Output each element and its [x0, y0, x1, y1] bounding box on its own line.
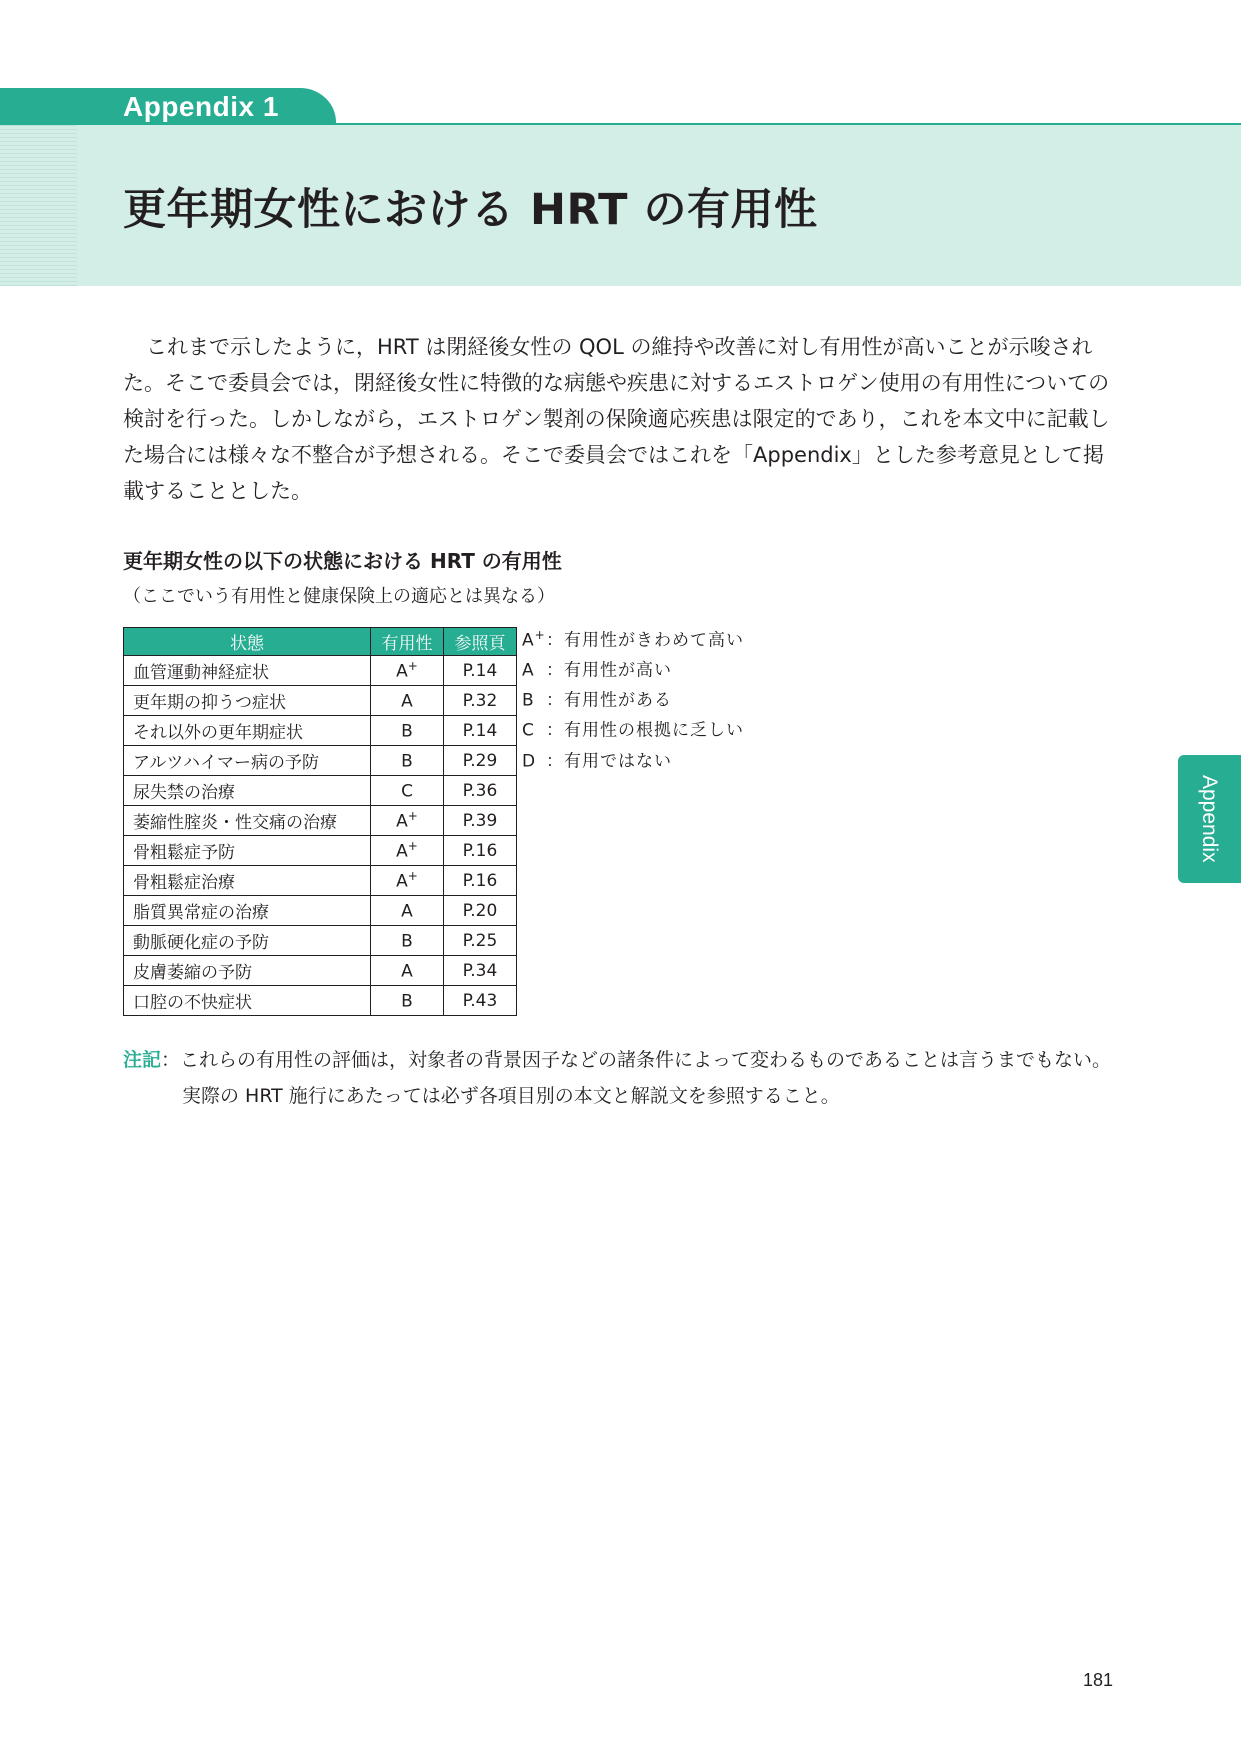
page-number: 181 [1083, 1670, 1114, 1690]
condition-cell: 動脈硬化症の予防 [124, 926, 371, 956]
table-row [124, 986, 517, 1016]
grade-plus: + [407, 839, 418, 854]
page-cell: P.36 [444, 776, 517, 806]
legend-item [522, 713, 744, 743]
grade-cell [371, 836, 444, 866]
grade-letter: A [401, 961, 413, 982]
page-cell: P.16 [444, 866, 517, 896]
grade-cell [371, 746, 444, 776]
table-row [124, 686, 517, 716]
header-usefulness: 有用性 [371, 628, 444, 656]
note-text-1: これらの有用性の評価は，対象者の背景因子などの諸条件によって変わるものであることは言うまでもない。 [180, 1049, 1112, 1071]
grade-letter: A [401, 901, 413, 922]
page-cell: P.20 [444, 896, 517, 926]
grade-cell [371, 926, 444, 956]
page-cell: P.29 [444, 746, 517, 776]
grade-letter: B [401, 931, 413, 952]
legend-grade [522, 653, 546, 683]
legend-grade-letter: A [522, 660, 535, 681]
header-condition: 状態 [124, 628, 371, 656]
page-cell: P.43 [444, 986, 517, 1016]
page-cell: P.14 [444, 656, 517, 686]
grade-letter: A [401, 691, 413, 712]
legend-text: ：有用性が高い [546, 660, 672, 681]
grade-cell [371, 716, 444, 746]
condition-cell: アルツハイマー病の予防 [124, 746, 371, 776]
table-row [124, 896, 517, 926]
condition-cell: 口腔の不快症状 [124, 986, 371, 1016]
table-row [124, 656, 517, 686]
grade-cell [371, 866, 444, 896]
legend-text: ：有用ではない [546, 751, 672, 772]
legend-text: ：有用性の根拠に乏しい [546, 721, 744, 742]
grade-plus: + [407, 869, 418, 884]
legend-item [522, 653, 744, 683]
legend-grade-letter: C [522, 721, 535, 742]
grade-letter: A [396, 871, 408, 892]
legend-grade [522, 713, 546, 743]
note-block [123, 1042, 1123, 1114]
table-row [124, 716, 517, 746]
grade-letter: A [396, 811, 408, 832]
header-reference-page: 参照頁 [444, 628, 517, 656]
table-row [124, 806, 517, 836]
grade-letter: B [401, 751, 413, 772]
note-line-1 [123, 1042, 1123, 1078]
table-header-row [124, 628, 517, 656]
legend-grade [522, 623, 546, 653]
legend-item [522, 744, 744, 774]
legend-text: ：有用性がきわめて高い [546, 630, 744, 651]
hrt-usefulness-table [123, 627, 517, 1016]
legend-grade-letter: B [522, 690, 535, 711]
legend-item [522, 683, 744, 713]
condition-cell: 尿失禁の治療 [124, 776, 371, 806]
note-text-2: 実際の HRT 施行にあたっては必ず各項目別の本文と解説文を参照すること。 [182, 1085, 840, 1107]
condition-cell: 脂質異常症の治療 [124, 896, 371, 926]
grade-letter: B [401, 991, 413, 1012]
page-cell: P.14 [444, 716, 517, 746]
page-cell: P.39 [444, 806, 517, 836]
grade-cell [371, 956, 444, 986]
legend-item [522, 623, 744, 653]
page-cell: P.32 [444, 686, 517, 716]
legend-grade-letter: A [522, 630, 535, 651]
condition-cell: 萎縮性腟炎・性交痛の治療 [124, 806, 371, 836]
section-title: 更年期女性の以下の状態における HRT の有用性 [123, 549, 562, 573]
table-row [124, 866, 517, 896]
condition-cell: 骨粗鬆症予防 [124, 836, 371, 866]
table-row [124, 926, 517, 956]
grade-cell [371, 986, 444, 1016]
grade-cell [371, 776, 444, 806]
legend-grade [522, 744, 546, 774]
condition-cell: それ以外の更年期症状 [124, 716, 371, 746]
section-subtitle: （ここでいう有用性と健康保険上の適応とは異なる） [123, 586, 555, 607]
page-title: 更年期女性における HRT の有用性 [123, 185, 818, 235]
grade-cell [371, 806, 444, 836]
table-row [124, 836, 517, 866]
table-body [124, 656, 517, 1016]
grade-letter: C [401, 781, 413, 802]
grade-cell [371, 686, 444, 716]
page-cell: P.25 [444, 926, 517, 956]
grade-cell [371, 656, 444, 686]
intro-paragraph: これまで示したように，HRT は閉経後女性の QOL の維持や改善に対し有用性が高いことが示唆された。そこで委員会では，閉経後女性に特徴的な病態や疾患に対するエストロゲン使用の有用性についての検討を行った。しかしながら，エストロゲン製剤の保険適応疾患は限定的であり，これを本文中に記載した場合には様々な不整合が予想される。そこで委員会ではこれを「Appendix」とした参考意見として掲載することとした。 [123, 335, 1110, 503]
grade-cell [371, 896, 444, 926]
grade-plus: + [407, 659, 418, 674]
legend-text: ：有用性がある [546, 690, 672, 711]
condition-cell: 血管運動神経症状 [124, 656, 371, 686]
side-index-tab-label: Appendix [1198, 775, 1221, 863]
grade-legend [522, 623, 744, 774]
note-label: 注記 [123, 1049, 162, 1071]
page-cell: P.16 [444, 836, 517, 866]
condition-cell: 骨粗鬆症治療 [124, 866, 371, 896]
legend-grade [522, 683, 546, 713]
condition-cell: 皮膚萎縮の予防 [124, 956, 371, 986]
table-row [124, 776, 517, 806]
page-cell: P.34 [444, 956, 517, 986]
section-tab-label: Appendix 1 [123, 91, 279, 122]
grade-letter: B [401, 721, 413, 742]
grade-letter: A [396, 841, 408, 862]
grade-letter: A [396, 661, 408, 682]
legend-grade-letter: D [522, 751, 537, 772]
grade-plus: + [407, 809, 418, 824]
table-row [124, 746, 517, 776]
note-separator: ： [161, 1049, 181, 1071]
header-hatch-decoration [0, 125, 77, 286]
table-row [124, 956, 517, 986]
condition-cell: 更年期の抑うつ症状 [124, 686, 371, 716]
legend-grade-plus: + [534, 628, 546, 642]
